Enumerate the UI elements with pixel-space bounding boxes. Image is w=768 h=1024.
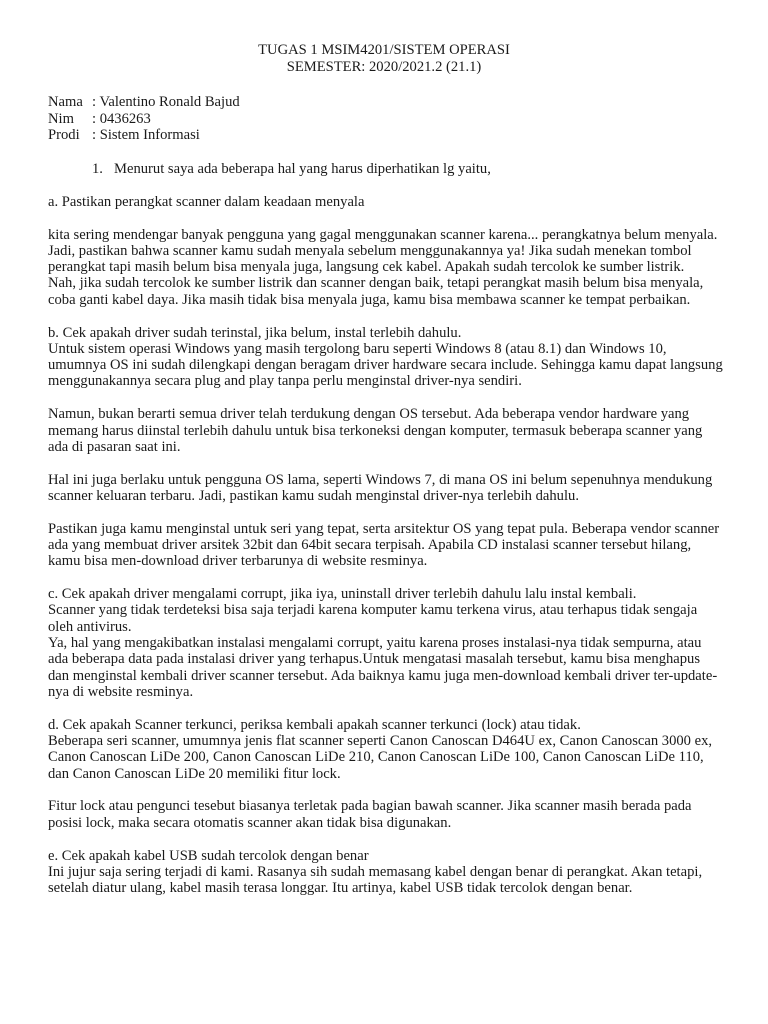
paragraph: Scanner yang tidak terdeteksi bisa saja terjadi karena komputer kamu terkena virus, atau terhapus tidak sengaja oleh antivirus. xyxy=(48,602,698,635)
student-info xyxy=(48,94,240,144)
nim-label: Nim xyxy=(48,110,74,127)
paragraph: Fitur lock atau pengunci tesebut biasanya terletak pada bagian bawah scanner. Jika scanner masih berada pada posisi lock, maka secara otomatis scanner akan tidak bisa digunakan. xyxy=(48,798,692,831)
name-label: Nama xyxy=(48,94,83,110)
paragraph: Ini jujur saja sering terjadi di kami. Rasanya sih sudah memasang kabel dengan benar di perangkat. Akan tetapi, setelah diatur ulang, kabel masih terasa longgar. Itu artinya, kabel USB tidak tercolok dengan benar. xyxy=(48,863,703,897)
name-value: : Valentino Ronald Bajud xyxy=(92,94,240,110)
paragraph: Pastikan juga kamu menginstal untuk seri yang tepat, serta arsitektur OS yang tepat pula. Beberapa vendor scanner ada yang membuat driver arsitek 32bit dan 64bit secara terpisah. Apabila CD instalasi scanner tersebut hilang, kamu bisa men-download driver terbarunya di website resminya. xyxy=(48,520,720,570)
list-number: 1. xyxy=(92,161,103,177)
section-d-heading: d. Cek apakah Scanner terkunci, periksa kembali apakah scanner terkunci (lock) atau tidak. xyxy=(48,716,581,733)
section-c-heading: c. Cek apakah driver mengalami corrupt, jika iya, uninstall driver terlebih dahulu lalu instal kembali. xyxy=(48,586,637,603)
document-body xyxy=(48,161,724,896)
paragraph: Untuk sistem operasi Windows yang masih tergolong baru seperti Windows 8 (atau 8.1) dan Windows 10, umumnya OS ini sudah dilengkapi dengan beragam driver hardware secara include. Sehingga kamu dapat langsung menggunakannya secara plug and play tanpa perlu menginstal driver-nya sendiri. xyxy=(48,340,723,390)
paragraph: Hal ini juga berlaku untuk pengguna OS lama, seperti Windows 7, di mana OS ini belum sepenuhnya mendukung scanner keluaran terbaru. Jadi, pastikan kamu sudah menginstal driver-nya terlebih dahulu. xyxy=(48,471,713,504)
document-header xyxy=(0,42,768,76)
list-item-1 xyxy=(48,161,724,177)
nim-value: : 0436263 xyxy=(92,110,151,127)
paragraph: Namun, bukan berarti semua driver telah terdukung dengan OS tersebut. Ada beberapa vendor hardware yang memang harus diinstal terlebih dahulu untuk bisa terkoneksi dengan komputer, termasuk beberapa scanner yang ada di pasaran saat ini. xyxy=(48,406,703,455)
paragraph: kita sering mendengar banyak pengguna yang gagal menggunakan scanner karena... perangkatnya belum menyala. xyxy=(48,226,718,243)
info-row-name xyxy=(48,94,240,111)
prodi-label: Prodi xyxy=(48,127,80,143)
section-a-heading: a. Pastikan perangkat scanner dalam keadaan menyala xyxy=(48,193,365,210)
paragraph: Nah, jika sudah tercolok ke sumber listrik dan scanner dengan baik, tetapi perangkat masih belum bisa menyala, coba ganti kabel daya. Jika masih tidak bisa menyala juga, kamu bisa membawa scanner ke tempat perbaikan. xyxy=(48,275,704,308)
paragraph: Ya, hal yang mengakibatkan instalasi mengalami corrupt, yaitu karena proses instalasi-nya tidak sempurna, atau ada beberapa data pada instalasi driver yang terhapus.Untuk mengatasi masalah tersebut, kamu bisa menghapus dan menginstal kembali driver scanner tersebut. Ada baiknya kamu juga men-download kembali driver ter-update-nya di website resminya. xyxy=(48,635,718,700)
assignment-title: TUGAS 1 MSIM4201/SISTEM OPERASI xyxy=(258,42,510,58)
prodi-value: : Sistem Informasi xyxy=(92,127,200,143)
section-e-heading: e. Cek apakah kabel USB sudah tercolok dengan benar xyxy=(48,847,369,864)
section-b-heading: b. Cek apakah driver sudah terinstal, jika belum, instal terlebih dahulu. xyxy=(48,324,462,341)
list-text: Menurut saya ada beberapa hal yang harus diperhatikan lg yaitu, xyxy=(114,161,491,177)
paragraph: Beberapa seri scanner, umumnya jenis flat scanner seperti Canon Canoscan D464U ex, Canon Canoscan 3000 ex, Canon Canoscan LiDe 200, Canon Canoscan LiDe 210, Canon Canoscan LiDe 100, Canon Canoscan LiDe 110, dan Canon Canoscan LiDe 20 memiliki fitur lock. xyxy=(48,733,713,782)
info-row-nim xyxy=(48,111,240,128)
paragraph: Jadi, pastikan bahwa scanner kamu sudah menyala sebelum menggunakannya ya! Jika sudah menekan tombol perangkat tapi masih belum bisa menyala juga, langsung cek kabel. Apakah sudah tercolok ke sumber listrik. xyxy=(48,242,692,276)
info-row-prodi xyxy=(48,127,240,144)
semester-line: SEMESTER: 2020/2021.2 (21.1) xyxy=(286,59,482,75)
